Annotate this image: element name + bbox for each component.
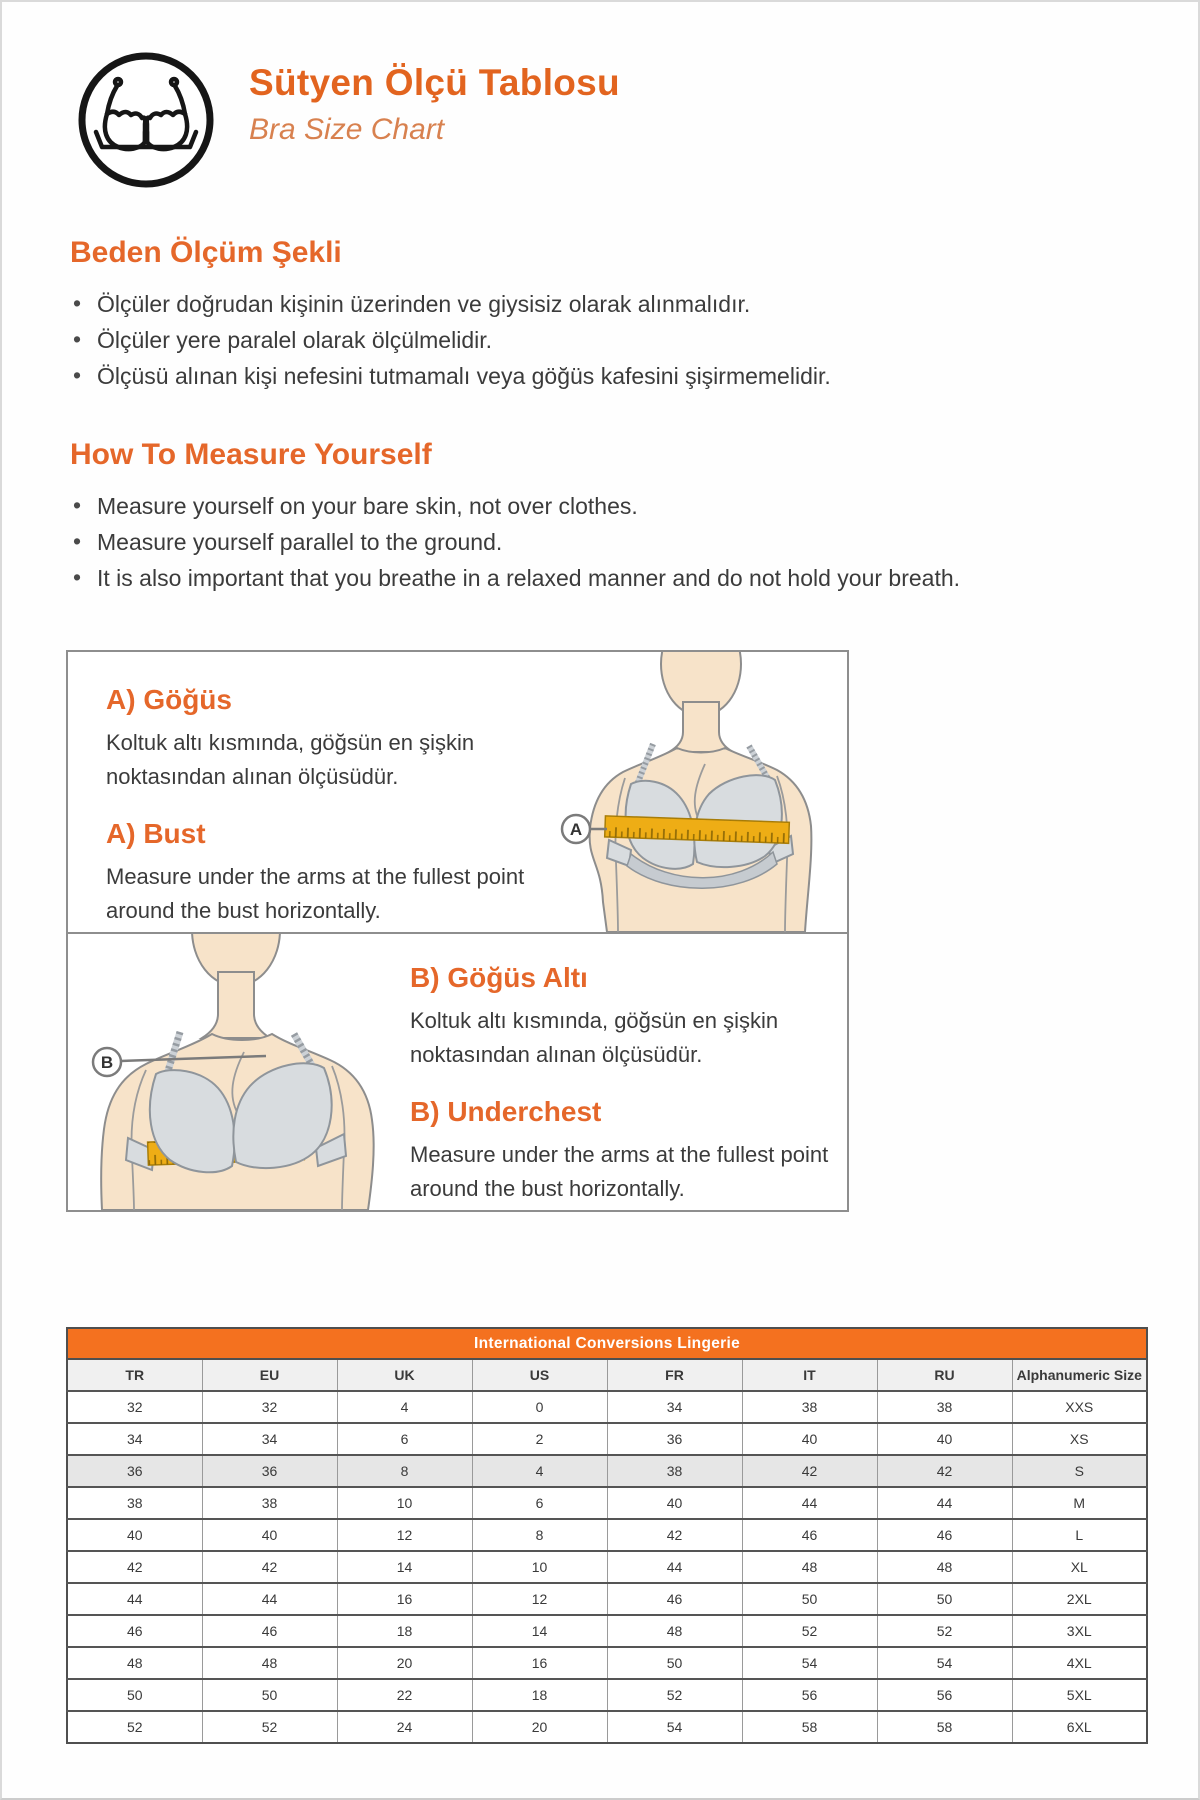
size-cell: XS [1012, 1423, 1147, 1455]
size-cell: 12 [472, 1583, 607, 1615]
underchest-body-tr: Koltuk altı kısmında, göğsün en şişkin noktasından alınan ölçüsüdür. [410, 1008, 779, 1067]
size-cell: 48 [67, 1647, 202, 1679]
size-row [67, 1423, 1147, 1455]
size-cell: 44 [607, 1551, 742, 1583]
label-a-letter: A [569, 820, 583, 839]
section-measuring-tr [70, 236, 1150, 394]
size-cell: 56 [742, 1679, 877, 1711]
size-cell: 58 [742, 1711, 877, 1743]
size-cell: 24 [337, 1711, 472, 1743]
column-header: IT [742, 1359, 877, 1391]
size-cell: 54 [742, 1647, 877, 1679]
column-header: UK [337, 1359, 472, 1391]
label-b-letter: B [100, 1053, 114, 1072]
bust-section [68, 652, 847, 934]
measure-diagram-box [66, 650, 849, 1212]
size-cell: 18 [472, 1679, 607, 1711]
size-cell: 14 [472, 1615, 607, 1647]
size-cell: 8 [337, 1455, 472, 1487]
size-cell: 12 [337, 1519, 472, 1551]
size-cell: 32 [67, 1391, 202, 1423]
column-header: FR [607, 1359, 742, 1391]
size-row [67, 1487, 1147, 1519]
bullet-item: • Ölçüsü alınan kişi nefesini tutmamalı veya göğüs kafesini şişirmemelidir. [70, 358, 1150, 394]
page-title: Sütyen Ölçü Tablosu [249, 62, 620, 103]
size-cell: 50 [877, 1583, 1012, 1615]
size-cell: 48 [607, 1615, 742, 1647]
bust-body-en: Measure under the arms at the fullest point around the bust horizontally. [106, 864, 525, 923]
size-cell: M [1012, 1487, 1147, 1519]
size-cell: 3XL [1012, 1615, 1147, 1647]
size-cell: 16 [337, 1583, 472, 1615]
section-heading-en: How To Measure Yourself [70, 438, 432, 471]
size-cell: 50 [67, 1679, 202, 1711]
size-cell: 52 [202, 1711, 337, 1743]
page-subtitle: Bra Size Chart [249, 113, 445, 146]
conversion-table [66, 1327, 1148, 1744]
bullet-list-en [70, 488, 1150, 596]
size-cell: 44 [877, 1487, 1012, 1519]
underchest-heading-en: B) Underchest [410, 1096, 602, 1127]
size-cell: 42 [742, 1455, 877, 1487]
size-cell: 4XL [1012, 1647, 1147, 1679]
size-cell: 4 [472, 1455, 607, 1487]
size-cell: 8 [472, 1519, 607, 1551]
column-header: TR [67, 1359, 202, 1391]
size-cell: 20 [337, 1647, 472, 1679]
bra-icon [76, 50, 216, 190]
bullet-item: • It is also important that you breathe in a relaxed manner and do not hold your breath. [70, 560, 1150, 596]
size-cell: 34 [607, 1391, 742, 1423]
size-cell: 46 [67, 1615, 202, 1647]
size-cell: 46 [877, 1519, 1012, 1551]
size-cell: 42 [67, 1551, 202, 1583]
size-cell: 34 [67, 1423, 202, 1455]
size-cell: 52 [607, 1679, 742, 1711]
size-cell: 4 [337, 1391, 472, 1423]
size-cell: 20 [472, 1711, 607, 1743]
underchest-section [68, 934, 847, 1210]
bullet-item: • Measure yourself parallel to the ground. [70, 524, 1150, 560]
size-row [67, 1679, 1147, 1711]
size-cell: 42 [607, 1519, 742, 1551]
size-cell: 46 [202, 1615, 337, 1647]
size-cell: 36 [202, 1455, 337, 1487]
size-cell: 40 [67, 1519, 202, 1551]
size-cell: 14 [337, 1551, 472, 1583]
section-heading-tr: Beden Ölçüm Şekli [70, 236, 342, 269]
size-cell: 32 [202, 1391, 337, 1423]
size-row [67, 1583, 1147, 1615]
size-cell: 2XL [1012, 1583, 1147, 1615]
bust-heading-tr: A) Göğüs [106, 684, 232, 715]
bullet-item: • Measure yourself on your bare skin, not over clothes. [70, 488, 1150, 524]
size-cell: 2 [472, 1423, 607, 1455]
size-cell: XL [1012, 1551, 1147, 1583]
size-cell: 5XL [1012, 1679, 1147, 1711]
size-cell: 36 [607, 1423, 742, 1455]
size-cell: 36 [67, 1455, 202, 1487]
size-cell: 6 [337, 1423, 472, 1455]
size-cell: 46 [607, 1583, 742, 1615]
underchest-heading-tr: B) Göğüs Altı [410, 962, 588, 993]
size-cell: 38 [202, 1487, 337, 1519]
size-cell: 38 [877, 1391, 1012, 1423]
column-header: RU [877, 1359, 1012, 1391]
size-cell: 16 [472, 1647, 607, 1679]
size-cell: 10 [472, 1551, 607, 1583]
size-row [67, 1391, 1147, 1423]
size-row [67, 1647, 1147, 1679]
size-cell: 40 [607, 1487, 742, 1519]
size-cell: 48 [202, 1647, 337, 1679]
bust-heading-en: A) Bust [106, 818, 206, 849]
underchest-measure-illustration [68, 934, 398, 1210]
bullet-item: • Ölçüler doğrudan kişinin üzerinden ve giysisiz olarak alınmalıdır. [70, 286, 1150, 322]
bullet-item: • Ölçüler yere paralel olarak ölçülmelidir. [70, 322, 1150, 358]
size-cell: 18 [337, 1615, 472, 1647]
bullet-list-tr [70, 286, 1150, 394]
size-cell: 38 [67, 1487, 202, 1519]
column-header: US [472, 1359, 607, 1391]
size-cell: 52 [67, 1711, 202, 1743]
size-cell: 44 [67, 1583, 202, 1615]
size-cell: 44 [202, 1583, 337, 1615]
size-row [67, 1519, 1147, 1551]
size-cell: 0 [472, 1391, 607, 1423]
size-cell: 52 [877, 1615, 1012, 1647]
section-measuring-en [70, 438, 1150, 596]
size-cell: 48 [877, 1551, 1012, 1583]
size-cell: 42 [877, 1455, 1012, 1487]
size-cell: 46 [742, 1519, 877, 1551]
size-row [67, 1455, 1147, 1487]
size-cell: 56 [877, 1679, 1012, 1711]
table-title: International Conversions Lingerie [67, 1328, 1147, 1359]
size-cell: 52 [742, 1615, 877, 1647]
size-cell: 22 [337, 1679, 472, 1711]
size-cell: L [1012, 1519, 1147, 1551]
column-header: EU [202, 1359, 337, 1391]
size-cell: S [1012, 1455, 1147, 1487]
size-row [67, 1711, 1147, 1743]
size-row [67, 1551, 1147, 1583]
size-cell: 6XL [1012, 1711, 1147, 1743]
underchest-text [410, 962, 840, 1230]
bust-text [106, 684, 544, 952]
size-cell: 6 [472, 1487, 607, 1519]
size-cell: 40 [877, 1423, 1012, 1455]
bust-body-tr: Koltuk altı kısmında, göğsün en şişkin noktasından alınan ölçüsüdür. [106, 730, 475, 789]
size-row [67, 1615, 1147, 1647]
size-cell: 40 [742, 1423, 877, 1455]
size-cell: 54 [607, 1711, 742, 1743]
size-cell: 40 [202, 1519, 337, 1551]
underchest-body-en: Measure under the arms at the fullest point around the bust horizontally. [410, 1142, 829, 1201]
size-cell: 50 [202, 1679, 337, 1711]
size-cell: 38 [742, 1391, 877, 1423]
size-cell: 34 [202, 1423, 337, 1455]
size-cell: 38 [607, 1455, 742, 1487]
size-cell: 58 [877, 1711, 1012, 1743]
size-cell: 54 [877, 1647, 1012, 1679]
column-header: Alphanumeric Size [1012, 1359, 1147, 1391]
size-cell: 42 [202, 1551, 337, 1583]
size-cell: 44 [742, 1487, 877, 1519]
bust-measure-illustration [529, 652, 847, 932]
size-cell: 10 [337, 1487, 472, 1519]
size-cell: 50 [742, 1583, 877, 1615]
size-cell: 50 [607, 1647, 742, 1679]
size-cell: 48 [742, 1551, 877, 1583]
size-cell: XXS [1012, 1391, 1147, 1423]
